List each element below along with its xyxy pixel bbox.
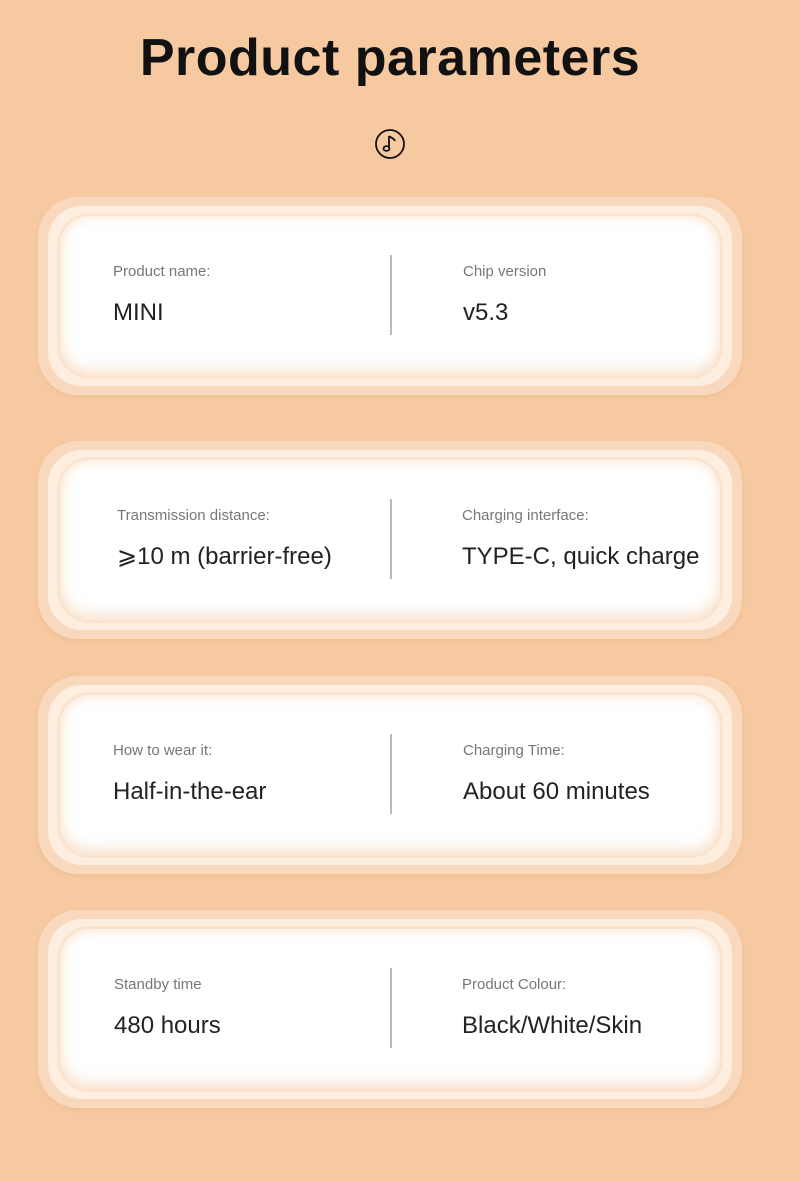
parameter-left	[117, 507, 332, 571]
parameter-label: Transmission distance:	[117, 507, 270, 524]
parameter-value: Black/White/Skin	[462, 1012, 643, 1039]
parameter-label: Product Colour:	[462, 976, 567, 993]
parameter-right	[463, 742, 650, 806]
parameter-label: How to wear it:	[113, 742, 213, 759]
music-note-icon	[374, 128, 406, 160]
divider	[390, 255, 392, 335]
divider	[390, 734, 392, 814]
parameter-label: Chip version	[463, 263, 547, 280]
page-title: Product parameters	[139, 29, 641, 87]
divider	[390, 499, 392, 579]
parameter-card	[38, 676, 742, 874]
parameter-right	[462, 507, 699, 571]
parameter-value: Half-in-the-ear	[113, 778, 267, 805]
parameter-value: TYPE-C, quick charge	[462, 543, 700, 570]
parameter-value: About 60 minutes	[463, 778, 650, 805]
parameter-left	[113, 742, 266, 806]
parameter-value: v5.3	[463, 299, 509, 326]
parameter-label: Product name:	[113, 263, 211, 280]
parameter-card	[38, 910, 742, 1108]
divider	[390, 968, 392, 1048]
parameter-card	[38, 441, 742, 639]
parameter-left	[113, 263, 211, 327]
parameter-right	[462, 976, 642, 1040]
parameter-left	[114, 976, 221, 1040]
parameter-label: Standby time	[114, 976, 202, 993]
parameter-label: Charging interface:	[462, 507, 589, 524]
parameter-right	[463, 263, 546, 327]
parameter-value: MINI	[113, 299, 164, 326]
parameter-value: 480 hours	[114, 1012, 221, 1039]
parameter-card	[38, 197, 742, 395]
parameter-value: ⩾10 m (barrier-free)	[117, 543, 332, 570]
parameter-label: Charging Time:	[463, 742, 565, 759]
